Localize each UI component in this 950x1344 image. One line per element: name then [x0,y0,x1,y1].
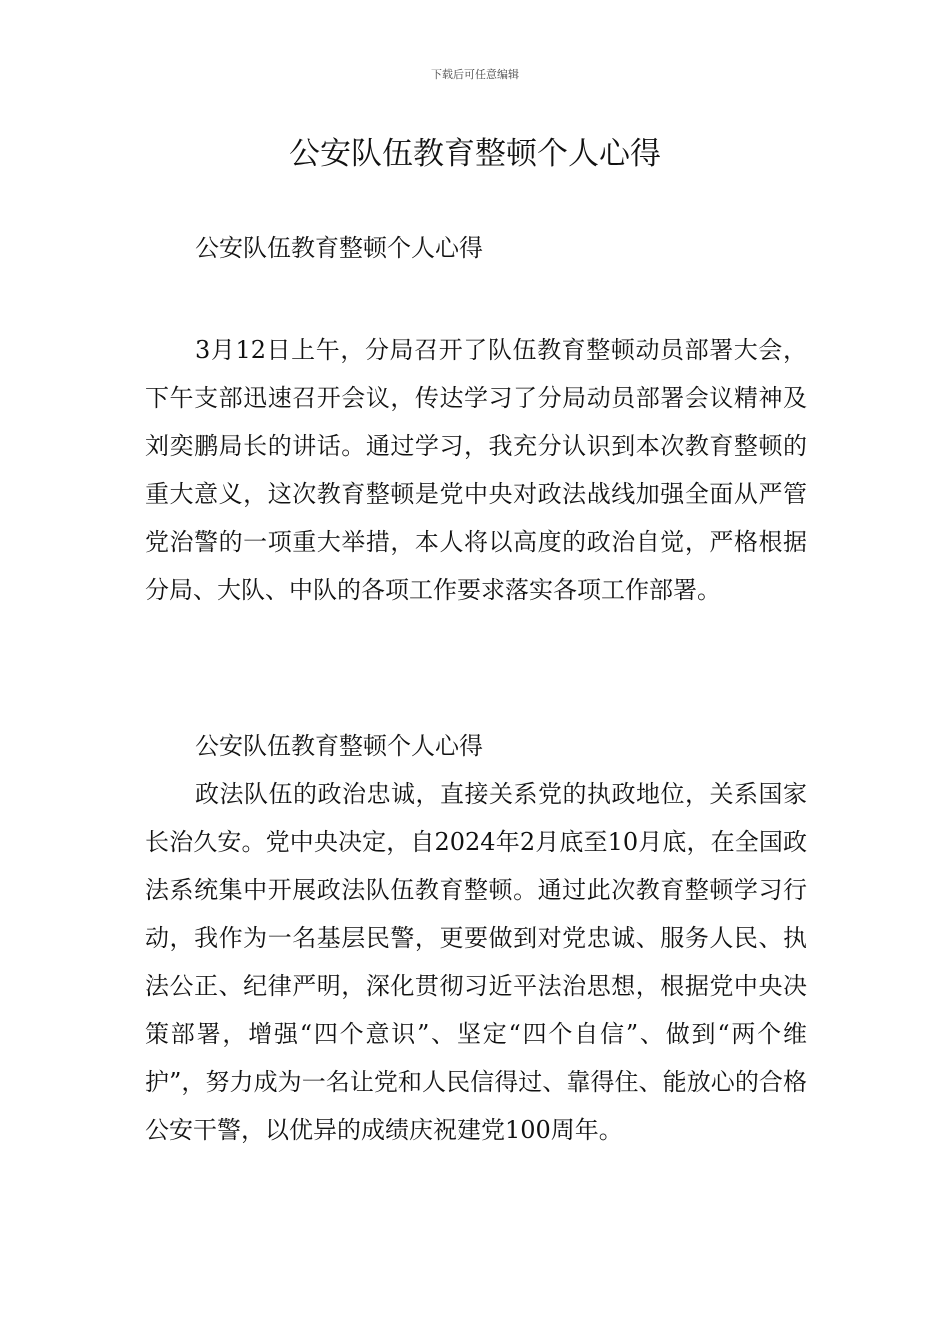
section-1-paragraph: 3月12日上午，分局召开了队伍教育整顿动员部署大会，下午支部迅速召开会议，传达学习了分局动员部署会议精神及刘奕鹏局长的讲话。通过学习，我充分认识到本次教育整顿的重大意义，这次教育整顿是党中央对政法战线加强全面从严管党治警的一项重大举措，本人将以高度的政治自觉，严格根据分局、大队、中队的各项工作要求落实各项工作部署。 [145,336,807,604]
section-1-body [145,326,807,614]
section-2-heading: 公安队伍教育整顿个人心得 [195,732,483,760]
section-1-heading: 公安队伍教育整顿个人心得 [195,234,483,262]
section-2-paragraph: 政法队伍的政治忠诚，直接关系党的执政地位，关系国家长治久安。党中央决定，自2024年2月底至10月底，在全国政法系统集中开展政法队伍教育整顿。通过此次教育整顿学习行动，我作为一名基层民警，更要做到对党忠诚、服务人民、执法公正、纪律严明，深化贯彻习近平法治思想，根据党中央决策部署，增强“四个意识”、坚定“四个自信”、做到“两个维护”，努力成为一名让党和人民信得过、靠得住、能放心的合格公安干警，以优异的成绩庆祝建党100周年。 [145,780,807,1144]
header-note: 下载后可任意编辑 [431,68,519,81]
section-2 [145,722,807,1154]
section-1-heading-block [145,224,807,272]
document-title: 公安队伍教育整顿个人心得 [289,136,661,172]
